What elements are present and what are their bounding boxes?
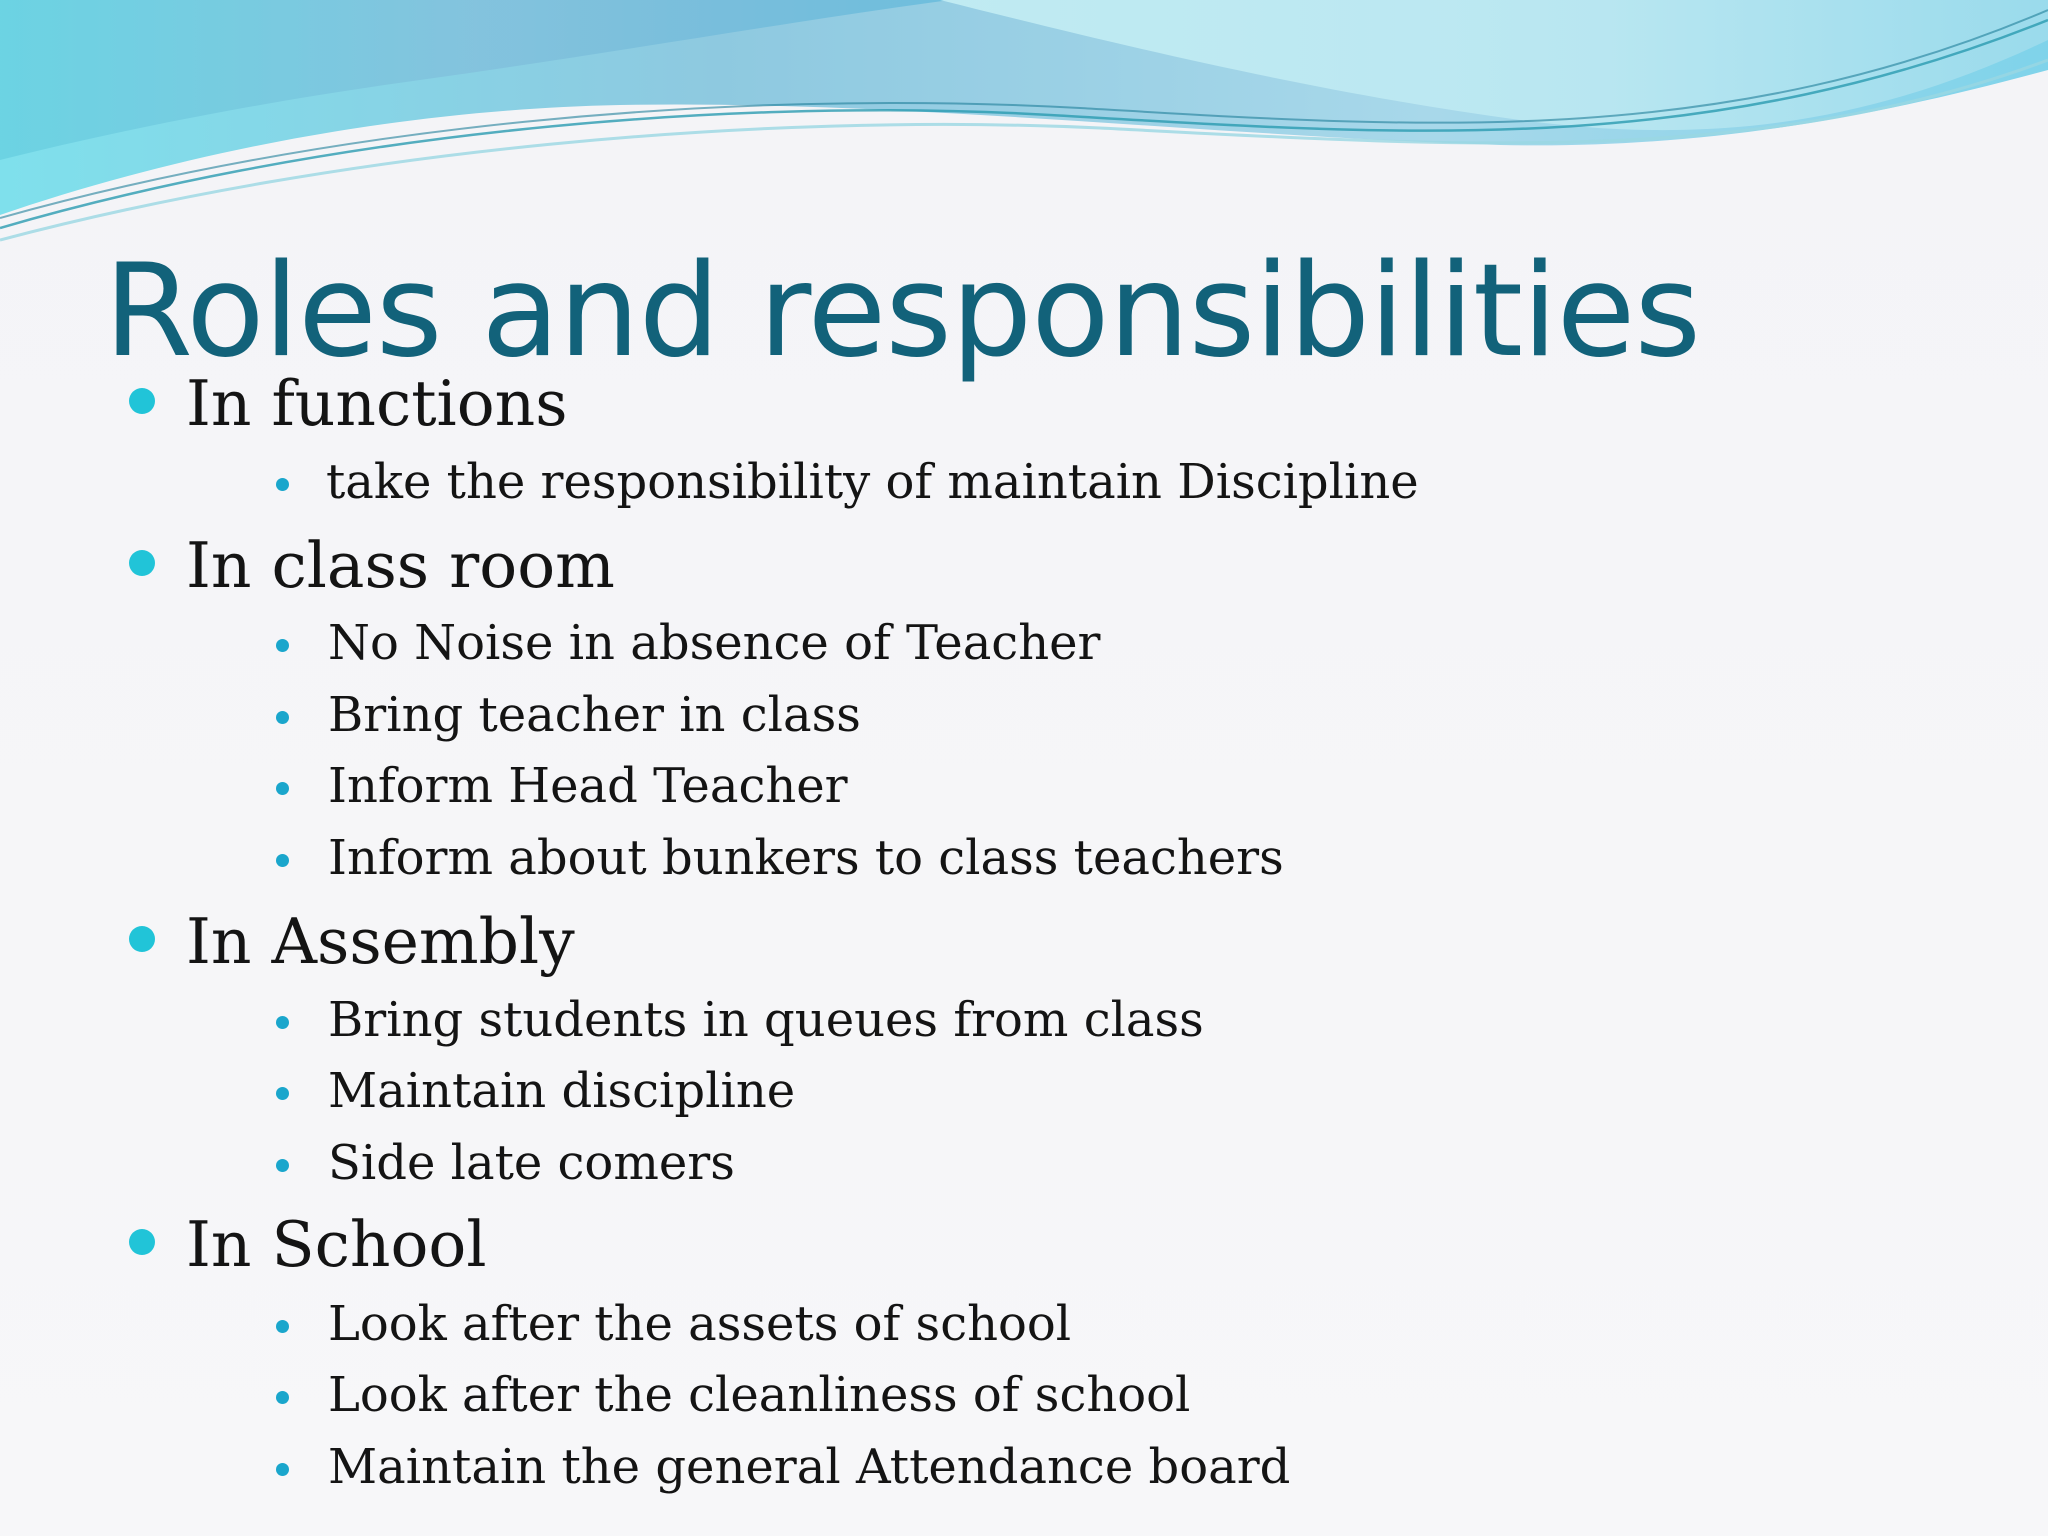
- bullet-level2-icon: [276, 478, 289, 491]
- list-item: Look after the cleanliness of school: [328, 1367, 1191, 1423]
- bullet-level2-icon: [276, 1087, 289, 1100]
- bullet-level2-icon: [276, 1159, 289, 1172]
- bullet-level2-icon: [276, 1463, 289, 1476]
- list-item: Maintain the general Attendance board: [328, 1439, 1291, 1495]
- bullet-level1-icon: [129, 388, 155, 414]
- bullet-level1-icon: [129, 926, 155, 952]
- section-heading: In School: [186, 1208, 487, 1281]
- bullet-level2-icon: [276, 1016, 289, 1029]
- list-item: Maintain discipline: [328, 1063, 796, 1119]
- list-item: Bring teacher in class: [328, 687, 861, 743]
- section-heading: In class room: [186, 529, 615, 602]
- bullet-level1-icon: [129, 1229, 155, 1255]
- bullet-level2-icon: [276, 782, 289, 795]
- section-heading: In Assembly: [186, 905, 575, 978]
- bullet-level2-icon: [276, 711, 289, 724]
- list-item: take the responsibility of maintain Discipline: [326, 454, 1419, 510]
- list-item: Side late comers: [328, 1135, 735, 1191]
- list-item: Inform Head Teacher: [328, 758, 848, 814]
- bullet-level2-icon: [276, 854, 289, 867]
- bullet-level1-icon: [129, 550, 155, 576]
- list-item: Bring students in queues from class: [328, 992, 1204, 1048]
- list-item: Look after the assets of school: [328, 1296, 1072, 1352]
- bullet-level2-icon: [276, 1391, 289, 1404]
- slide-title: Roles and responsibilities: [104, 237, 1700, 386]
- bullet-level2-icon: [276, 1320, 289, 1333]
- list-item: Inform about bunkers to class teachers: [328, 830, 1284, 886]
- section-heading: In functions: [186, 367, 568, 440]
- list-item: No Noise in absence of Teacher: [328, 615, 1101, 671]
- bullet-level2-icon: [276, 639, 289, 652]
